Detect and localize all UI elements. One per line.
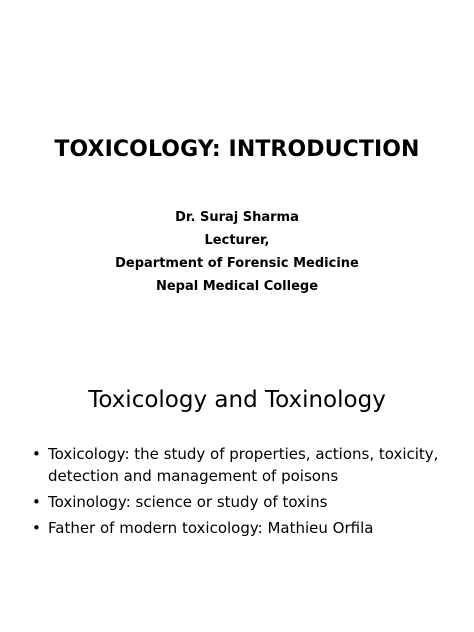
author-institution: Nepal Medical College — [155, 279, 319, 294]
author-name: Dr. Suraj Sharma — [175, 210, 299, 225]
bullet-text: Toxinology: science or study of toxins — [48, 493, 328, 511]
bullet-text: Toxicology: the study of properties, actions, toxicity, detection and management of poisons — [48, 445, 439, 485]
bullet-icon: • — [32, 445, 41, 463]
bullet-text: Father of modern toxicology: Mathieu Orfila — [48, 519, 374, 537]
bullet-icon: • — [32, 493, 41, 511]
bullet-list — [32, 443, 442, 543]
author-department: Department of Forensic Medicine — [115, 256, 359, 271]
bullet-item — [32, 443, 442, 487]
slide-title: TOXICOLOGY: INTRODUCTION — [54, 137, 420, 162]
bullet-item — [32, 517, 442, 539]
author-position: Lecturer, — [204, 233, 270, 248]
bullet-item — [32, 491, 442, 513]
author-block — [0, 206, 474, 298]
content-slide-title: Toxicology and Toxinology — [88, 387, 386, 413]
bullet-icon: • — [32, 519, 41, 537]
content-slide — [0, 355, 474, 632]
